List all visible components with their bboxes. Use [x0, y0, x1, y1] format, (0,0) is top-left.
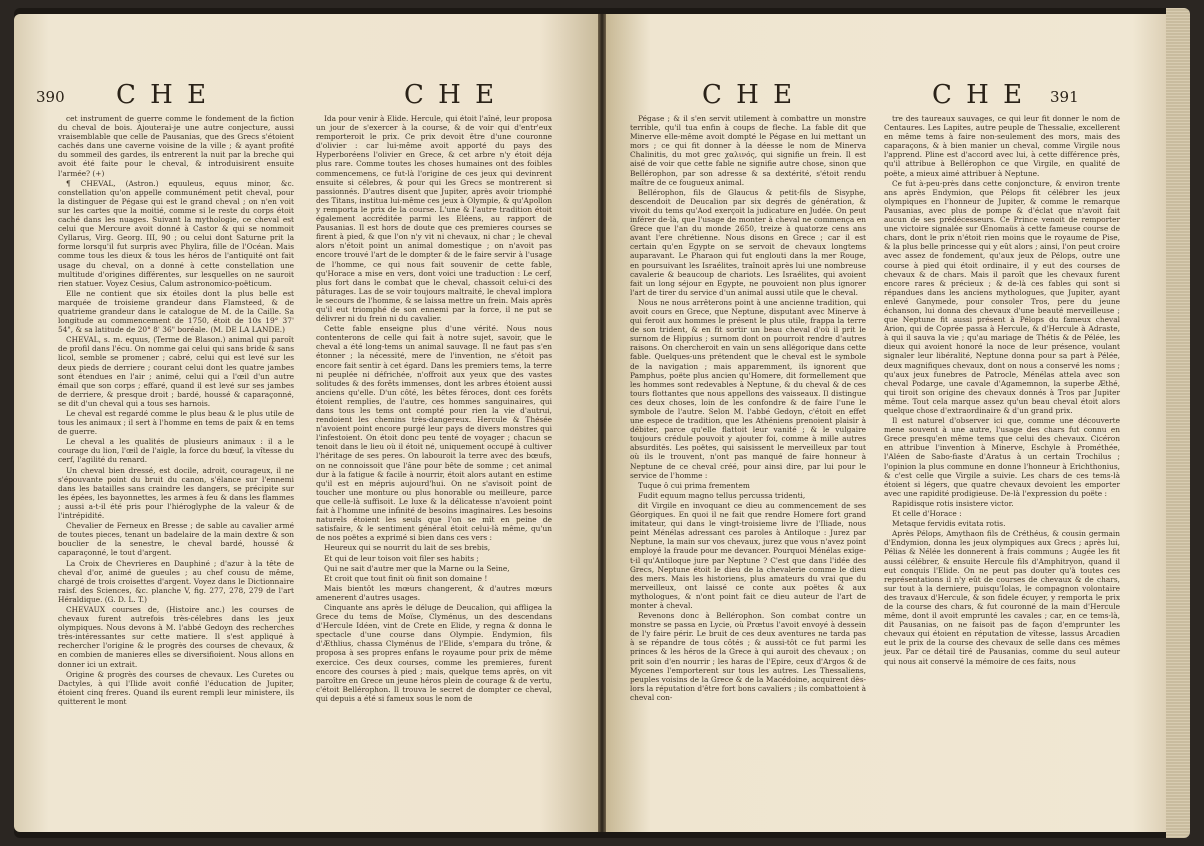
- paragraph: tre des taureaux sauvages, ce qui leur fit donner le nom de Centaures. Les Lapites, autre peuple de Thessalie, excellerent en même tems à faire non-seulement des mors, mais des caparaçons, & à bien manier un cheval, comme Virgile nous l'apprend. Pline est d'accord avec lui, à cette différence près, qu'il attribue à Bellérophon ce que Virgile, en qualité de poëte, a mieux aimé attribuer à Neptune.: [884, 114, 1120, 178]
- paragraph: Qui ne sait d'autre mer que la Marne ou la Seine,: [324, 563, 510, 573]
- left-column-2: [316, 114, 552, 704]
- paragraph: Ce fut à-peu-près dans cette conjoncture, & environ trente ans après Endymion, que Pélops fit célébrer les jeux olympiques en l'honneur de Jupiter, & comme le remarque Pausanias, avec plus de pompe & d'éclat que n'avoit fait aucun de ses prédécesseurs. Ce Prince venoit de remporter une victoire signalée sur Œnomaüs à cette fameuse course de chars, dont le prix n'étoit rien moins que le royaume de Pise, & la plus belle princesse qui y eût alors ; ainsi, l'on peut croire avec assez de fondement, qu'aux jeux de Pélops, outre une course à pied qui étoit ordinaire, il y eut des courses de chevaux & de chars. Mais il paroît que les chevaux furent encore rares & précieux ; & de-là ces fables qui sont si répandues dans les anciens mythologues, que Jupiter, ayant enlevé Ganymede, pour consoler Tros, pere du jeune échanson, lui donna des chevaux d'une beauté merveilleuse ; que Neptune fit aussi présent à Pélops du fameux cheval Arion, qui de Coprée passa à Hercule, & d'Hercule à Adraste, à qui il sauva la vie ; qu'au mariage de Thétis & de Pélée, les dieux qui avoient honoré la noce de leur présence, voulant signaler leur libéralité, Neptune donna pour sa part à Pélée, deux magnifiques chevaux, dont on nous a conservé les noms ; qu'aux jeux funebres de Patrocle, Ménélas attela avec son cheval Podarge, une cavale d'Agamemnon, la superbe Æthé, qui tiroit son origine des chevaux donnés à Tros par Jupiter même. Tout cela marque assez qu'un beau cheval étoit alors quelque chose d'extraordinaire & d'un grand prix.: [884, 178, 1120, 415]
- paragraph: Le cheval est regardé comme le plus beau & le plus utile de tous les animaux ; il sert à l'homme en tems de paix & en tems de guerre.: [58, 409, 294, 437]
- paragraph: Et croit que tout finit où finit son domaine !: [324, 573, 488, 583]
- paragraph: Nous ne nous arrêterons point à une ancienne tradition, qui avoit cours en Grece, que Neptune, disputant avec Minerve à qui feroit aux hommes le présent le plus utile, frappa la terre de son trident, & en fit sortir un beau cheval d'où il prit le surnom de Hippius ; surnom dont on pourroit rendre d'autres raisons. On chercheroit en vain un sens allégorique dans cette fable. Quelques-uns prétendent que le cheval est le symbole de la navigation ; mais apparemment, ils ignorent que Pamphus, poëte plus ancien qu'Homere, dit formellement que les hommes sont redevables à Neptune, & du cheval & de ces tours flottantes que nous appellons des vaisseaux. Il distingue ces deux choses, loin de les confondre & de faire l'une le symbole de l'autre. Selon M. l'abbé Gedoyn, c'étoit en effet une espece de tradition, que les Athéniens prenoient plaisir à débiter, parce qu'elle flattoit leur vanité ; & le vulgaire toujours crédule pouvoit y ajouter foi, comme à mille autres absurdités. Les poëtes, qui saisissent le merveilleux par tout où ils le trouvent, n'ont pas manqué de faire honneur à Neptune de ce cheval créé, pour ainsi dire, par lui pour le service de l'homme :: [630, 297, 866, 480]
- paragraph: Et qui de leur toison voit filer ses habits ;: [324, 553, 479, 563]
- paragraph: Elle ne contient que six étoiles dont la plus belle est marquée de troisieme grandeur dans Flamsteed, & de quatrieme grandeur dans le catalogue de M. de la Caille. Sa longitude au commencement de 1750, étoit de 10s 19° 37' 54", & sa latitude de 20° 8' 36" boréale. (M. DE LA LANDE.): [58, 288, 294, 335]
- right-column-2: [884, 114, 1120, 667]
- book-gutter: [598, 14, 606, 832]
- running-head-right-col2: C H E: [932, 80, 1026, 110]
- paragraph: Tuque ô cui prima frementem: [638, 480, 750, 490]
- right-page: [606, 14, 1166, 832]
- left-column-1: [58, 114, 294, 707]
- paragraph: dit Virgile en invoquant ce dieu au commencement de ses Géorgiques. En quoi il ne fait que rendre Homere fort grand imitateur, qui dans le vingt-troisieme livre de l'Iliade, nous peint Ménélas adressant ces paroles à Antiloque : Jurez par Neptune, la main sur vos chevaux, jurez que vous n'avez point employé la fraude pour me devancer. Pourquoi Ménélas exige-t-il qu'Antiloque jure par Neptune ? C'est que dans l'idée des Grecs, Neptune étoit le dieu de la chevalerie comme le dieu des mers. Mais les historiens, plus amateurs du vrai que du merveilleux, ont laissé ce conte aux poëtes & aux mythologues, & n'ont point fait ce dieu auteur de l'art de monter à cheval.: [630, 500, 866, 610]
- running-head-left-col2: C H E: [404, 80, 498, 110]
- paragraph: Bellérophon, fils de Glaucus & petit-fils de Sisyphe, descendoit de Deucalion par six degrés de génération, & vivoit du tems qu'Aod exerçoit la judicature en Judée. On peut inférer de-là, que l'usage de monter à cheval ne commença en Grece que l'an du monde 2650, treize à quatorze cens ans avant l'ere chrétienne. Nous disons en Grece ; car il est certain qu'en Egypte on se servoit de chevaux longtems auparavant. Le Pharaon qui fut englouti dans la mer Rouge, en poursuivant les Israélites, traînoit après lui une nombreuse cavalerie & beaucoup de chariots. Les Israélites, qui avoient fait un long séjour en Egypte, ne pouvoient non plus ignorer l'art de tirer du service d'un animal aussi utile que le cheval.: [630, 187, 866, 297]
- paragraph: Cette fable enseigne plus d'une vérité. Nous nous contenterons de celle qui fait à notre sujet, savoir, que le cheval a été long-tems un animal sauvage. Il ne faut pas s'en étonner ; la nécessité, mere de l'invention, ne s'étoit pas encore fait sentir à cet égard. Dans les premiers tems, la terre ni peuplée ni défrichée, n'offroit aux yeux que des vastes solitudes & des forêts immenses, dont les arbres étoient aussi anciens qu'elle. D'un côté, les bêtes féroces, dont ces forêts étoient remplies, de l'autre, ces hommes sanguinaires, qui dans tous les tems ont compté pour rien la vie d'autrui, rendoient les chemins très-dangereux. Hercule & Thésée n'avoient point encore purgé leur pays de divers monstres qui l'infestoient. On étoit donc peu tenté de voyager ; chacun se tenoit dans le lieu où il étoit né, uniquement occupé à cultiver l'héritage de ses peres. On labouroit la terre avec des bœufs, on ne connoissoit que l'âne pour bête de somme ; cet animal dur à la fatigue & facile à nourrir, étoit alors autant en estime qu'il est en mépris aujourd'hui. On ne s'avisoit point de toucher une monture ou plus honorable ou meilleure, parce que celle-là suffisoit. Le luxe & la délicatesse n'avoient point fait à l'homme une infinité de besoins imaginaires. Les besoins naturels étoient les seuls que l'on se mît en peine de satisfaire, & le sentiment général étoit celui-là même, qu'un de nos poëtes a exprimé si bien dans ces vers :: [316, 324, 552, 543]
- paragraph: cet instrument de guerre comme le fondement de la fiction du cheval de bois. Ajouterai-je une autre conjecture, aussi vraisemblable que celle de Pausanias, que des Grecs s'étoient cachés dans une caverne voisine de la ville ; & ayant profité du sommeil des gardes, ils entrerent la nuit par la breche qui avoit été faite pour le cheval, & introduisirent ensuite l'armée? (+): [58, 114, 294, 178]
- paragraph: Il est naturel d'observer ici que, comme une découverte mene souvent à une autre, l'usage des chars fut connu en Grece presqu'en même tems que celui des chevaux. Cicéron en attribue l'invention à Minerve, Eschyle à Prométhée, l'Aléen de Sabo-fiaste d'Aratus à un certain Trochilus ; l'opinion la plus commune en donne l'honneur à Erichthonius, & c'est celle que Virgile a suivie. Les chars de ces tems-là étoient si légers, que quatre chevaux devoient les emporter avec une rapidité prodigieuse. De-là l'expression du poëte :: [884, 416, 1120, 498]
- paragraph: ¶ CHEVAL, (Astron.) equuleus, equus minor, &c. constellation qu'on appelle communément petit cheval, pour la distinguer de Pégase qui est le grand cheval ; on n'en voit sur les cartes que la moitié, comme si le reste du corps étoit caché dans les nuages. Suivant la mythologie, ce cheval est celui que Mercure avoit donné à Castor & qui se nommoit Cyllarus, Virg. Georg. III, 90 ; ou celui dont Saturne prit la forme lorsqu'il fut surpris avec Phylira, fille de l'Océan. Mais comme tous les dieux & tous les héros de l'antiquité ont fait usage du cheval, on a donné à cette constellation une multitude d'origines différentes, sur lesquelles on ne sauroit rien statuer. Voyez Cesius, Calum astronomico-poëticum.: [58, 178, 294, 288]
- running-head-left-col1: C H E: [116, 80, 210, 110]
- open-book: [14, 8, 1190, 838]
- paragraph: Origine & progrès des courses de chevaux. Les Curetes ou Dactyles, à qui l'Ilide avoit confié l'éducation de Jupiter, étoient cinq freres. Quand ils eurent rempli leur ministere, ils quitterent le mont: [58, 669, 294, 706]
- paragraph: Mais bientôt les mœurs changerent, & d'autres mœurs amenerent d'autres usages.: [316, 583, 552, 602]
- paragraph: Le cheval a les qualités de plusieurs animaux : il a le courage du lion, l'œil de l'aigle, la force du bœuf, la vîtesse du cerf, l'agilité du renard.: [58, 437, 294, 465]
- paragraph: Fudit equum magno tellus percussa tridenti,: [638, 490, 806, 500]
- page-number-left: 390: [36, 88, 65, 106]
- paragraph: CHEVAUX courses de, (Histoire anc.) les courses de chevaux furent autrefois très-célebres dans les jeux olympiques. Nous devons à M. l'abbé Gedoyn des recherches très-intéressantes sur cette matiere. Il s'est appliqué à rechercher l'origine & le progrès des courses de chevaux, & en combien de manieres elles se diversifioient. Nous allons en donner ici un extrait.: [58, 604, 294, 669]
- paragraph: Cinquante ans après le déluge de Deucalion, qui affligea la Grece du tems de Moïse, Clyménus, un des descendans d'Hercule Idéen, vint de Crete en Elide, y regna & donna le spectacle d'une course dans Olympie. Endymion, fils d'Æthlius, chassa Clyménus de l'Elide, s'empara du trône, & proposa à ses propres enfans le royaume pour prix de même exercice. Ces deux courses, comme les premieres, furent encore des courses à pied ; mais, quelque tems après, on vit paroître en Grece un jeune héros plein de courage & de vertu, c'étoit Bellérophon. Il trouva le secret de dompter ce cheval, qui depuis a été si fameux sous le nom de: [316, 602, 552, 703]
- paragraph: Rapidisque rotis insistere victor.: [892, 498, 1014, 508]
- page-number-right: 391: [1050, 88, 1079, 106]
- page-edges: [1166, 8, 1190, 838]
- paragraph: Revenons donc à Bellérophon. Son combat contre un monstre se passa en Lycie, où Prœtus l'avoit envoyé à dessein de l'y faire périr. Le bruit de ces deux aventures ne tarda pas à se répandre de tous côtés ; & aussi-tôt ce fut parmi les princes & les héros de la Grece à qui auroit des chevaux ; on prit soin d'en nourrir ; les haras de l'Epire, ceux d'Argos & de Mycenes l'emporterent sur tous les autres. Les Thessaliens, peuples voisins de la Grece & de la Macédoine, acquirent dès-lors la réputation d'être fort bons cavaliers ; ils combattoient à cheval con-: [630, 611, 866, 702]
- paragraph: Metaque fervidis evitata rotis.: [892, 519, 1006, 529]
- left-page: [14, 14, 598, 832]
- paragraph: Et celle d'Horace :: [892, 509, 962, 519]
- running-head-right-col1: C H E: [702, 80, 796, 110]
- paragraph: Heureux qui se nourrit du lait de ses brebis,: [324, 543, 491, 553]
- paragraph: Pégase ; & il s'en servit utilement à combattre un monstre terrible, qu'il tua enfin à coups de fleche. La fable dit que Minerve elle-même avoit dompté le Pégase en lui mettant un mors ; ce qui fit donner à la déesse le nom de Minerva Chalinitis, du mot grec χαλινός, qui signifie un frein. Il est aisé de voir que cette fable ne signifie autre chose, sinon que Bellérophon, par son adresse & sa dextérité, s'étoit rendu maître de ce fougueux animal.: [630, 114, 866, 187]
- paragraph: CHEVAL, s. m. equus, (Terme de Blason.) animal qui paroît de profil dans l'écu. On nomme gai celui qui sans bride & sans licol, semble se promener ; cabré, celui qui est levé sur les deux pieds de derriere ; courant celui dont les quatre jambes sont étendues en l'air ; animé, celui qui a l'œil d'un autre émail que son corps ; effaré, quand il est levé sur ses jambes de derriere, & presque droit ; bardé, houssé & caparaçonné, se dit d'un cheval qui a tous ses harnois.: [58, 335, 294, 408]
- paragraph: Après Pélops, Amythaon fils de Créthéus, & cousin germain d'Endymion, donna les jeux olympiques aux Grecs ; après lui, Pélias & Nélée les donnerent à frais communs ; Augée les fit aussi célébrer, & ensuite Hercule fils d'Amphitryon, quand il eut conquis l'Elide. On ne peut pas douter qu'à toutes ces représentations il n'y eût de courses de chevaux & de chars, sur tout à la derniere, puisqu'Iolas, le compagnon volontaire des travaux d'Hercule, & son fidele écuyer, y remporta le prix de la course des chars, & fut couronné de la main d'Hercule même, dont il avoit emprunté les cavales ; car, en ce tems-là, dit Pausanias, on ne faisoit pas de façon d'emprunter les chevaux qui étoient en réputation de vîtesse, lassus Arcadien eut le prix de la course des chevaux de selle dans ces mêmes jeux. Par ce détail tiré de Pausanias, comme du seul auteur qui nous ait conservé la mémoire de ces faits, nous: [884, 529, 1120, 666]
- paragraph: La Croix de Chevrieres en Dauphiné ; d'azur à la tête de cheval d'or, animé de gueules ; au chef cousu de même, chargé de trois croisettes d'argent. Voyez dans le Dictionnaire raisf. des Sciences, &c. planche V, fig. 277, 278, 279 de l'art Héraldique. (G. D. L. T.): [58, 558, 294, 604]
- right-column-1: [630, 114, 866, 703]
- paragraph: Chevalier de Ferneux en Bresse ; de sable au cavalier armé de toutes pieces, tenant un badelaire de la main dextre & son bouclier de la senestre, le cheval bardé, houssé & caparaçonné, le tout d'argent.: [58, 521, 294, 558]
- paragraph: Ida pour venir à Elide. Hercule, qui étoit l'aîné, leur proposa un jour de s'exercer à la course, & de voir qui d'entr'eux remporteroit le prix. Ce prix devoit être d'une couronne d'olivier : car lui-même avoit apporté du pays des Hyperboréens l'olivier en Grece, & cet arbre n'y étoit déja plus rare. Comme toutes les choses humaines ont des foibles commencemens, ce fut-là l'origine de ces jeux qui devinrent ensuite si célebres, & pour qui les Grecs se montrerent si passionnés. D'autres disent que Jupiter, après avoir triomphé des Titans, institua lui-même ces jeux à Olympie, & qu'Apollon y remporta le prix de la course. L'une & l'autre tradition étoit également accréditée parmi les Eléens, au rapport de Pausanias. Il est hors de doute que ces premieres courses se firent à pied, & que l'on n'y vit ni chevaux, ni char ; le cheval alors n'étoit point un animal domestique ; on n'avoit pas encore trouvé l'art de le dompter & de le faire servir à l'usage de l'homme, ce qui nous fait souvenir de cette fable, qu'Horace a mise en vers, dont voici une traduction : Le cerf, plus fort dans le combat que le cheval, chassoit celui-ci des pâturages. Las de se voir toujours maltraité, le cheval implora le secours de l'homme, & se laissa mettre un frein. Mais après qu'il eut triomphé de son ennemi par la force, il ne put se délivrer ni du frein ni du cavalier.: [316, 114, 552, 324]
- paragraph: Un cheval bien dressé, est docile, adroit, courageux, il ne s'épouvante point du bruit du canon, s'élance sur l'ennemi dans les batailles sans craindre les dangers, se précipite sur les épées, les bayonnettes, les armes à feu & dans les flammes ; aussi a-t-il été pris pour l'hiéroglyphe de la valeur & de l'intrépidité.: [58, 465, 294, 521]
- right-running-head: [606, 80, 1166, 114]
- left-running-head: [14, 80, 598, 114]
